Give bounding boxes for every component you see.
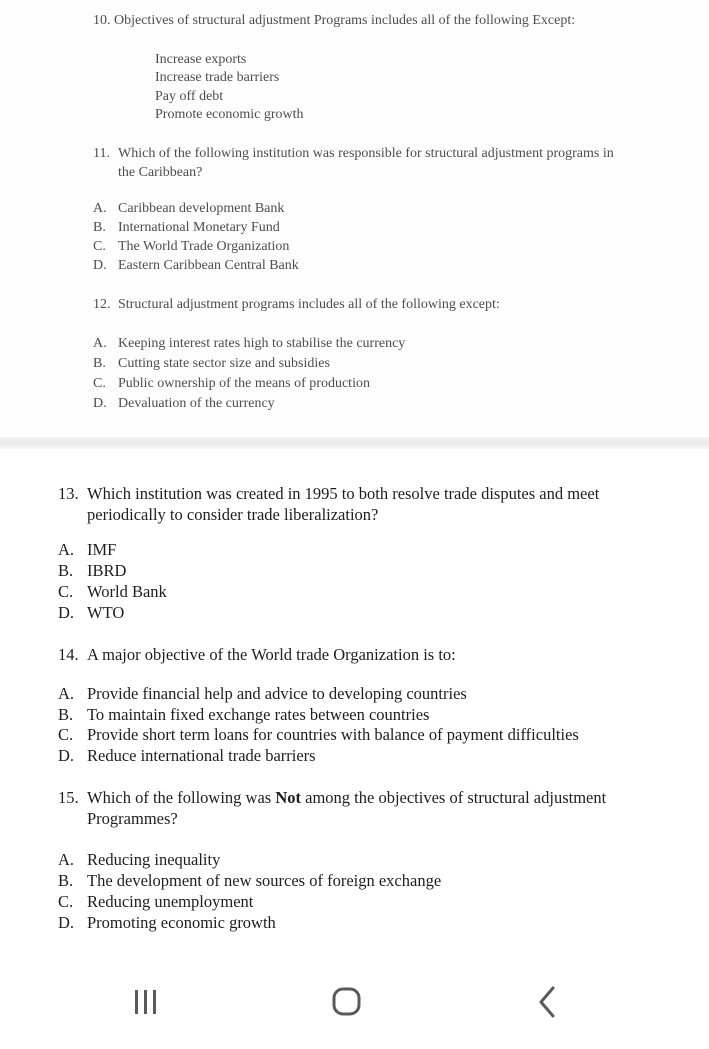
question-text-continued: Programmes?: [87, 809, 178, 828]
option-b: [58, 705, 429, 725]
option-letter: B.: [58, 705, 74, 724]
question-15: [58, 787, 606, 808]
option-text: WTO: [87, 603, 125, 622]
option-letter: C.: [58, 892, 74, 911]
option-text: Reduce international trade barriers: [87, 746, 316, 765]
option-text: IMF: [87, 540, 117, 559]
option-d: [93, 257, 299, 275]
home-button[interactable]: [317, 982, 377, 1022]
option-a: [58, 850, 220, 870]
option-c: [58, 582, 167, 602]
back-button[interactable]: [518, 982, 578, 1022]
bottom-document-photo: [0, 449, 709, 954]
option: Pay off debt: [155, 89, 224, 104]
question-number: 10.: [93, 13, 111, 28]
question-text: Structural adjustment programs includes all of the following except:: [118, 297, 500, 312]
option-c: [58, 725, 579, 745]
option-c: [58, 892, 253, 912]
option-letter: B.: [58, 871, 74, 890]
question-text: Which of the following institution was responsible for structural adjustment programs in: [118, 146, 614, 161]
question-text: Objectives of structural adjustment Programs includes all of the following Except:: [114, 13, 576, 28]
option-letter: C.: [58, 582, 74, 601]
option-text: World Bank: [87, 582, 167, 601]
option-text: IBRD: [87, 561, 127, 580]
question-number: 11.: [93, 146, 110, 161]
option-letter: A.: [93, 201, 107, 216]
option-a: [93, 335, 405, 353]
option-text: Promoting economic growth: [87, 913, 276, 932]
question-text: A major objective of the World trade Organization is to:: [87, 645, 456, 664]
question-10: [93, 11, 575, 30]
option-text: Provide financial help and advice to developing countries: [87, 684, 467, 703]
option-letter: A.: [58, 850, 75, 869]
emphasis-not: Not: [275, 788, 302, 807]
option-text: Eastern Caribbean Central Bank: [118, 258, 299, 273]
option: Increase trade barriers: [155, 70, 280, 85]
option-letter: A.: [58, 540, 75, 559]
option-text: Devaluation of the currency: [118, 396, 275, 411]
option-letter: C.: [58, 725, 74, 744]
option-letter: B.: [58, 561, 74, 580]
option-letter: A.: [58, 684, 75, 703]
option-letter: D.: [58, 603, 75, 622]
question-text-continued: periodically to consider trade liberalization?: [87, 505, 379, 524]
option-d: [58, 746, 316, 766]
question-number: 13.: [58, 484, 79, 503]
home-icon: [317, 982, 377, 1022]
android-navigation-bar: [0, 960, 709, 1049]
option-a: [58, 684, 467, 704]
option: Increase exports: [155, 52, 247, 67]
option-text: Reducing inequality: [87, 850, 221, 869]
option-b: [58, 871, 441, 891]
recent-apps-button[interactable]: [116, 982, 176, 1022]
option-text: Cutting state sector size and subsidies: [118, 356, 330, 371]
option-b: [93, 219, 280, 237]
option-text: Provide short term loans for countries with balance of payment difficulties: [87, 725, 579, 744]
option-text: To maintain fixed exchange rates between countries: [87, 705, 430, 724]
option-a: [93, 200, 284, 218]
question-text-continued: the Caribbean?: [118, 165, 203, 180]
top-document-photo: [0, 0, 709, 443]
option-letter: B.: [93, 220, 106, 235]
option: Promote economic growth: [155, 107, 304, 122]
question-number: 12.: [93, 297, 111, 312]
option-text: Caribbean development Bank: [118, 201, 285, 216]
recent-apps-icon: [116, 982, 176, 1022]
option-d: [93, 395, 275, 413]
option-c: [93, 375, 370, 393]
option-b: [58, 561, 126, 581]
option-letter: D.: [58, 746, 75, 765]
option-b: [93, 355, 330, 373]
back-icon: [518, 982, 578, 1022]
option-text: Keeping interest rates high to stabilise the currency: [118, 336, 406, 351]
option-text: The development of new sources of foreign exchange: [87, 871, 442, 890]
option-text: Public ownership of the means of production: [118, 376, 370, 391]
option-letter: C.: [93, 239, 106, 254]
question-14: [58, 644, 456, 665]
question-12: [93, 295, 500, 314]
option-text: Reducing unemployment: [87, 892, 254, 911]
option-c: [93, 238, 289, 256]
question-number: 14.: [58, 645, 79, 664]
option-d: [58, 913, 276, 933]
option-letter: D.: [93, 396, 107, 411]
question-number: 15.: [58, 788, 79, 807]
option-text: The World Trade Organization: [118, 239, 290, 254]
question-11: [93, 144, 614, 163]
option-letter: D.: [58, 913, 75, 932]
question-text: Which of the following was: [87, 788, 272, 807]
image-divider: [0, 437, 709, 449]
question-text: Which institution was created in 1995 to both resolve trade disputes and meet: [87, 484, 600, 503]
option-letter: B.: [93, 356, 106, 371]
question-13: [58, 483, 599, 504]
option-letter: C.: [93, 376, 106, 391]
option-a: [58, 540, 116, 560]
option-letter: D.: [93, 258, 107, 273]
option-letter: A.: [93, 336, 107, 351]
option-text: International Monetary Fund: [118, 220, 280, 235]
question-text: among the objectives of structural adjustment: [305, 788, 607, 807]
option-d: [58, 603, 124, 623]
